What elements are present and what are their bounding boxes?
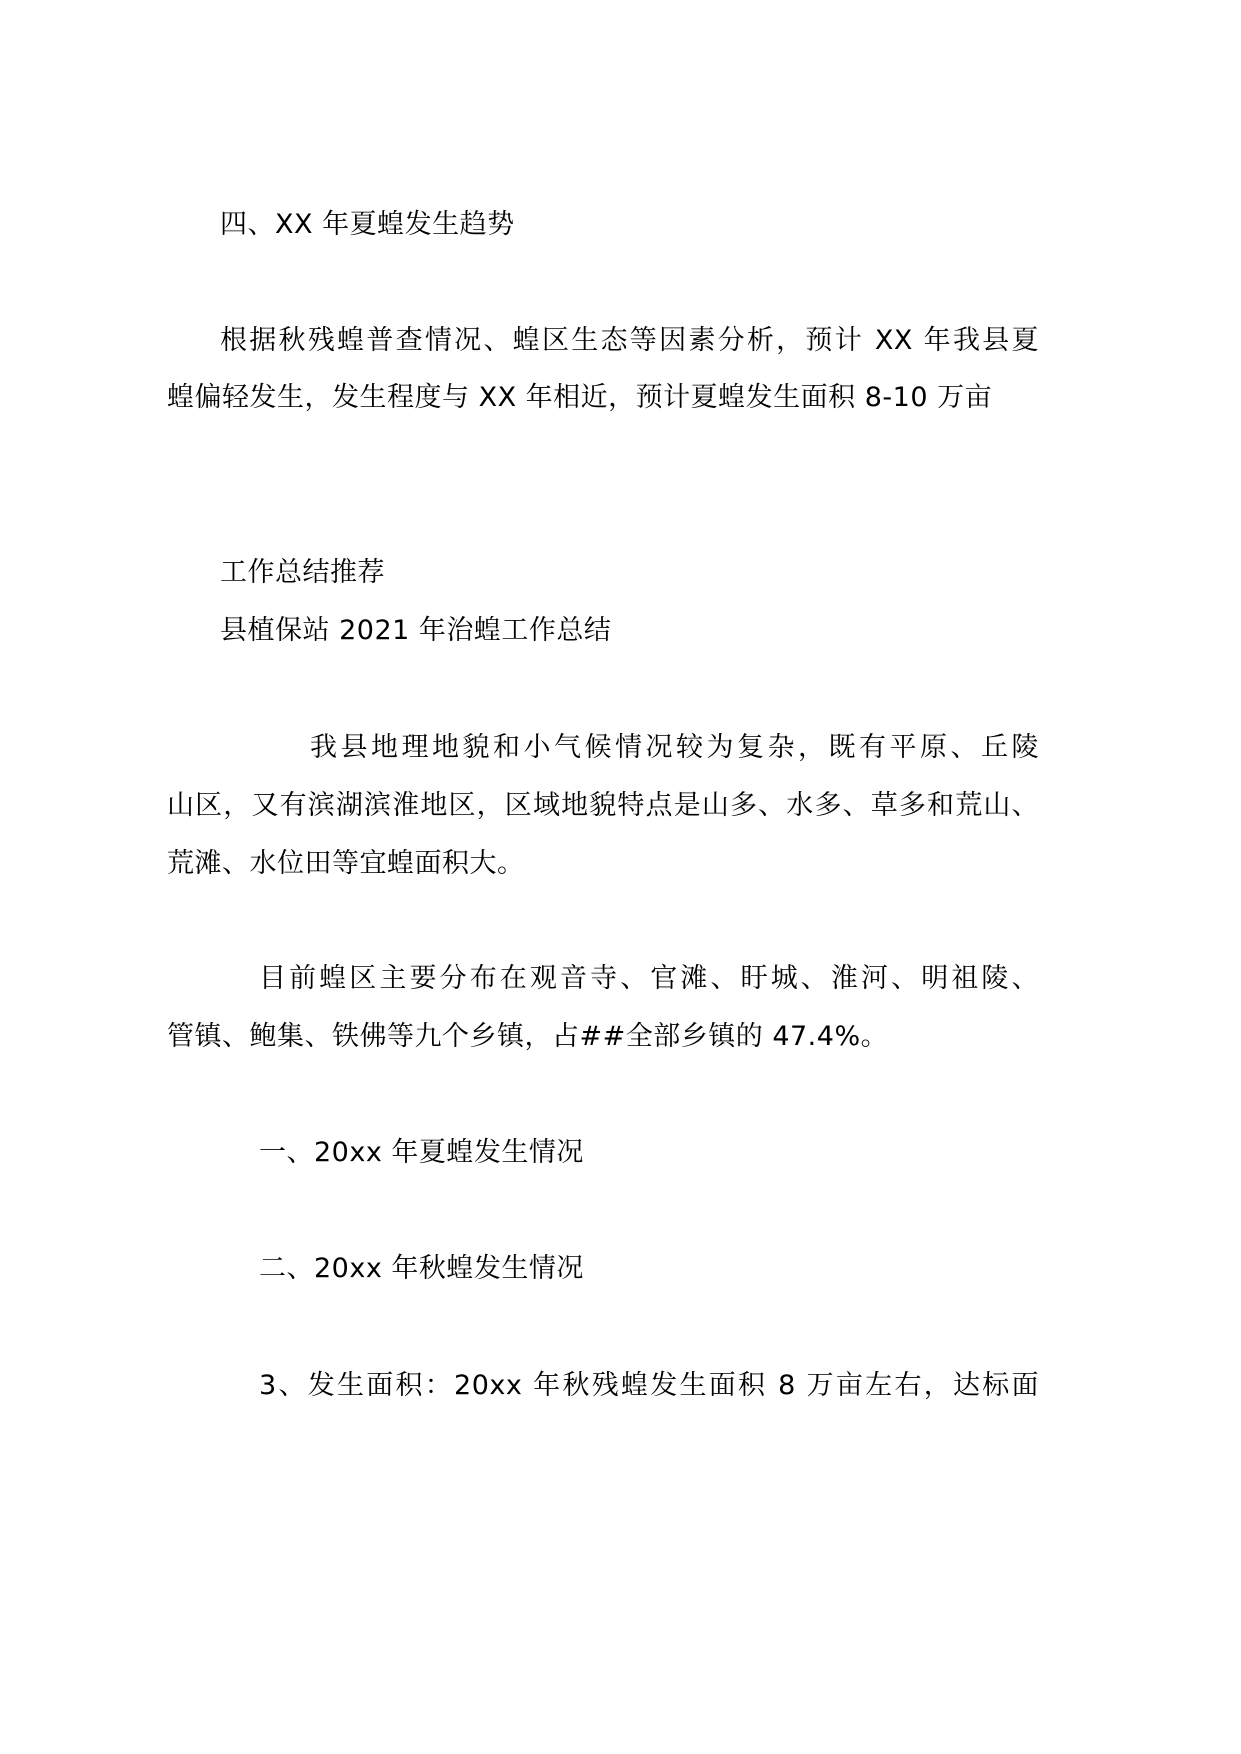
paragraph-line: 蝗偏轻发生，发生程度与 XX 年相近，预计夏蝗发生面积 8-10 万亩: [167, 382, 993, 413]
section-heading: 四、XX 年夏蝗发生趋势: [220, 209, 515, 240]
paragraph-line: 管镇、鲍集、铁佛等九个乡镇，占##全部乡镇的 47.4%。: [167, 1021, 889, 1052]
section-heading: 一、20xx 年夏蝗发生情况: [259, 1137, 584, 1168]
paragraph-line: 荒滩、水位田等宜蝗面积大。: [167, 848, 525, 879]
paragraph-line: 目前蝗区主要分布在观音寺、官滩、盱城、淮河、明祖陵、: [259, 963, 1039, 994]
paragraph-line: 根据秋残蝗普查情况、蝗区生态等因素分析，预计 XX 年我县夏: [220, 325, 1039, 356]
article-title: 县植保站 2021 年治蝗工作总结: [220, 615, 612, 646]
paragraph-line: 我县地理地貌和小气候情况较为复杂，既有平原、丘陵: [310, 732, 1039, 763]
paragraph-line: 山区，又有滨湖滨淮地区，区域地貌特点是山多、水多、草多和荒山、: [167, 790, 1039, 821]
section-heading: 二、20xx 年秋蝗发生情况: [259, 1253, 584, 1284]
paragraph-line: 3、发生面积：20xx 年秋残蝗发生面积 8 万亩左右，达标面: [259, 1370, 1039, 1401]
recommend-label: 工作总结推荐: [220, 557, 385, 588]
